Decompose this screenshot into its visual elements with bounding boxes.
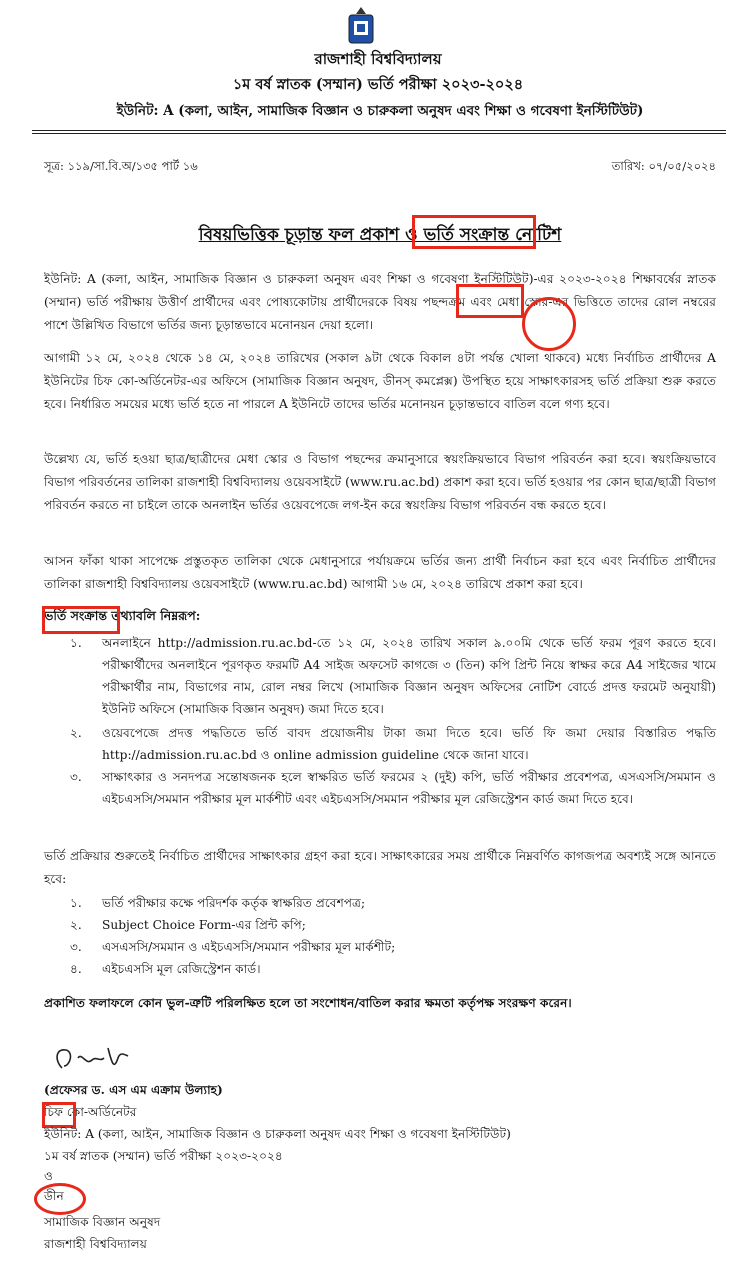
item-number: ১. — [70, 636, 82, 650]
item-number: ৪. — [70, 962, 82, 976]
item-number: ২. — [70, 726, 82, 740]
signatory-university: রাজশাহী বিশ্ববিদ্যালয় — [44, 1237, 147, 1251]
admission-item — [44, 766, 716, 832]
paragraph-2: আগামী ১২ মে, ২০২৪ থেকে ১৪ মে, ২০২৪ তারিখের (সকাল ৯টা থেকে বিকাল ৪টা পর্যন্ত খোলা থাকবে) মধ্যে নির্বাচিত প্রার্থীদের A ইউনিটের চিফ কো-অর্ডিনেটর-এর অফিসে (সামাজিক বিজ্ঞান অনুষদ, ডীনস্ কমপ্লেক্স) উপস্থিত হয়ে সাক্ষাৎকারসহ ভর্তি প্রক্রিয়া শুরু করতে হবে। নির্ধারিত সময়ের মধ্যে ভর্তি হতে না পারলে A ইউনিটে তাদের ভর্তির মনোনয়ন চূড়ান্তভাবে বাতিল বলে গণ্য হবে। — [44, 351, 716, 411]
annotation-box — [456, 284, 524, 318]
signature-icon — [48, 1040, 148, 1076]
item-text: ওয়েবপেজে প্রদত্ত পদ্ধতিতে ভর্তি বাবদ প্রয়োজনীয় টাকা জমা দিতে হবে। ভর্তি ফি জমা দেয়ার বিস্তারিত পদ্ধতি http://admission.ru.ac.bd ও online admission guideline থেকে জানা যাবে। — [102, 726, 716, 762]
annotation-box — [412, 215, 536, 249]
item-text: এইচএসসি মূল রেজিস্ট্রেশন কার্ড। — [102, 962, 261, 976]
item-text: Subject Choice Form-এর প্রিন্ট কপি; — [102, 918, 306, 932]
notice-date: তারিখ: ০৭/০৫/২০২৪ — [611, 159, 716, 173]
header-divider-2 — [32, 133, 726, 134]
signatory-role-2: ডীন — [44, 1189, 64, 1203]
item-number: ১. — [70, 896, 82, 910]
reference-number: সূত্র: ১১৯/সা.বি.অ/১৩৫ পার্ট ১৬ — [44, 159, 198, 173]
signatory-unit: ইউনিট: A (কলা, আইন, সামাজিক বিজ্ঞান ও চারুকলা অনুষদ এবং শিক্ষা ও গবেষণা ইনস্টিটিউট) — [44, 1127, 511, 1141]
interview-intro: ভর্তি প্রক্রিয়ার শুরুতেই নির্বাচিত প্রার্থীদের সাক্ষাৎকার গ্রহণ করা হবে। সাক্ষাৎকারের সময় প্রার্থীকে নিম্নবর্ণিত কাগজপত্র অবশ্যই সঙ্গে আনতে হবে: — [44, 849, 716, 886]
annotation-circle — [522, 297, 576, 351]
item-text: সাক্ষাৎকার ও সনদপত্র সন্তোষজনক হলে স্বাক্ষরিত ভর্তি ফরমের ২ (দুই) কপি, ভর্তি পরীক্ষার প্রবেশপত্র, এসএসসি/সমমান ও এইচএসসি/সমমান পরীক্ষার মূল মার্কশীট এবং এইচএসসি/সমমান পরীক্ষার মূল রেজিস্ট্রেশন কার্ড জমা দিতে হবে। — [102, 770, 716, 806]
annotation-circle — [34, 1183, 86, 1215]
paragraph-3: উল্লেখ্য যে, ভর্তি হওয়া ছাত্র/ছাত্রীদের মেধা স্কোর ও বিভাগ পছন্দের ক্রমানুসারে স্বয়ংক্রিয়ভাবে বিভাগ পরিবর্তন করা হবে। স্বয়ংক্রিয়ভাবে বিভাগ পরিবর্তনের তালিকা রাজশাহী বিশ্ববিদ্যালয় ওয়েবসাইটে (www.ru.ac.bd) প্রকাশ করা হবে। ভর্তি হওয়ার পর কোন ছাত্র/ছাত্রী বিভাগ পরিবর্তন করতে না চাইলে তাকে অনলাইন ভর্তির ওয়েবপেজে লগ-ইন করে স্বয়ংক্রিয় বিভাগ পরিবর্তন বন্ধ করতে হবে। — [44, 452, 716, 512]
document-item — [44, 892, 716, 914]
annotation-box — [42, 606, 120, 634]
admission-item — [44, 722, 716, 766]
document-item — [44, 936, 716, 958]
document-item — [44, 958, 716, 980]
document-item — [44, 914, 716, 936]
paragraph-1: ইউনিট: A (কলা, আইন, সামাজিক বিজ্ঞান ও চারুকলা অনুষদ এবং শিক্ষা ও গবেষণা ইনস্টিটিউট)-এর ২০২৩-২০২৪ শিক্ষাবর্ষের স্নাতক (সম্মান) ভর্তি পরীক্ষায় উত্তীর্ণ প্রার্থীদের এবং পোষ্যকোটায় প্রার্থীদেরকে বিষয় পছন্দক্রম এবং মেধা স্কোর-এর ভিত্তিতে তাদের রোল নম্বরের পাশে উল্লিখিত বিভাগে ভর্তির জন্য চূড়ান্তভাবে মনোনয়ন দেয়া হলো। — [44, 272, 716, 332]
item-number: ৩. — [70, 770, 82, 784]
admission-info-heading: ভর্তি সংক্রান্ত তথ্যাবলি নিম্নরূপ: — [44, 608, 201, 623]
item-text: অনলাইনে http://admission.ru.ac.bd-তে ১২ মে, ২০২৪ তারিখ সকাল ৯.০০মি থেকে ভর্তি ফরম পূরণ করতে হবে। পরীক্ষার্থীদের অনলাইনে পূরণকৃত ফরমটি A4 সাইজ অফসেট কাগজে ৩ (তিন) কপি প্রিন্ট নিয়ে স্বাক্ষর করে A4 সাইজের খামে পরীক্ষার্থীর নাম, বিভাগের নাম, রোল নম্বর লিখে (সামাজিক বিজ্ঞান অনুষদ অফিসের নোটিশ বোর্ডে প্রদত্ত ফরমেট অনুযায়ী) ইউনিট অফিসে (সামাজিক বিজ্ঞান অনুষদ) জমা দিতে হবে। — [102, 636, 716, 716]
university-name: রাজশাহী বিশ্ববিদ্যালয় — [314, 50, 442, 68]
signatory-exam: ১ম বর্ষ স্নাতক (সম্মান) ভর্তি পরীক্ষা ২০২৩-২০২৪ — [44, 1149, 283, 1163]
header-divider — [32, 130, 726, 131]
signatory-faculty: সামাজিক বিজ্ঞান অনুষদ — [44, 1215, 161, 1229]
admission-item — [44, 632, 716, 720]
item-text: ভর্তি পরীক্ষার কক্ষে পরিদর্শক কর্তৃক স্বাক্ষরিত প্রবেশপত্র; — [102, 896, 366, 910]
disclaimer: প্রকাশিত ফলাফলে কোন ভুল-ত্রুটি পরিলক্ষিত হলে তা সংশোধন/বাতিল করার ক্ষমতা কর্তৃপক্ষ সংরক্ষণ করেন। — [44, 996, 572, 1010]
item-number: ৩. — [70, 940, 82, 954]
signatory-role: চিফ কো-অর্ডিনেটর — [44, 1105, 137, 1119]
paragraph-4: আসন ফাঁকা থাকা সাপেক্ষে প্রস্তুতকৃত তালিকা থেকে মেধানুসারে পর্যায়ক্রমে ভর্তির জন্য প্রার্থী নির্বাচন করা হবে এবং নির্বাচিত প্রার্থীদের তালিকা রাজশাহী বিশ্ববিদ্যালয় ওয়েবসাইটে (www.ru.ac.bd) আগামী ১৬ মে, ২০২৪ তারিখে প্রকাশ করা হবে। — [44, 554, 716, 591]
conjunction-text: ও — [44, 1169, 53, 1183]
annotation-box — [42, 1102, 76, 1128]
item-number: ২. — [70, 918, 82, 932]
notice-title: বিষয়ভিত্তিক চূড়ান্ত ফল প্রকাশ ও ভর্তি সংক্রান্ত নোটিশ — [198, 225, 562, 245]
signatory-name: (প্রফেসর ড. এস এম এক্রাম উল্যাহ) — [44, 1083, 223, 1097]
unit-title: ইউনিট: A (কলা, আইন, সামাজিক বিজ্ঞান ও চারুকলা অনুষদ এবং শিক্ষা ও গবেষণা ইনস্টিটিউট) — [116, 103, 644, 119]
university-seal-icon — [346, 6, 376, 46]
item-text: এসএসসি/সমমান ও এইচএসসি/সমমান পরীক্ষার মূল মার্কশীট; — [102, 940, 396, 954]
exam-title: ১ম বর্ষ স্নাতক (সম্মান) ভর্তি পরীক্ষা ২০২৩-২০২৪ — [232, 76, 524, 93]
